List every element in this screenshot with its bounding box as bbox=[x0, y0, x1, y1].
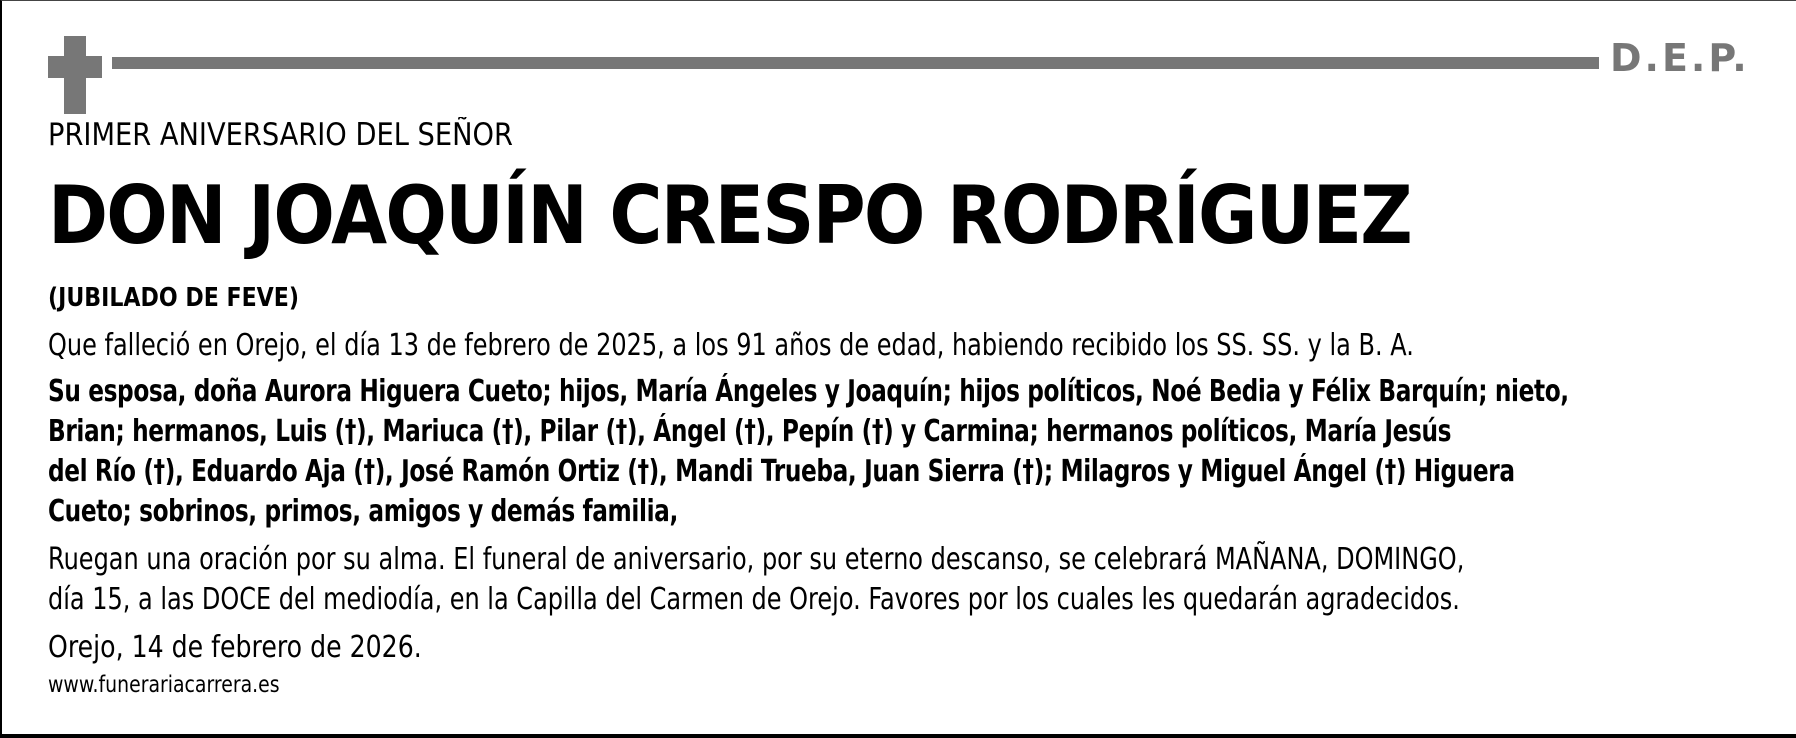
place-date: Orejo, 14 de febrero de 2026. bbox=[48, 630, 422, 665]
funeral-home-website[interactable]: www.funerariacarrera.es bbox=[48, 672, 280, 698]
ceremony-line: Ruegan una oración por su alma. El funeral de aniversario, por su eterno descanso, se celebrará MAÑANA, DOMINGO, bbox=[48, 542, 1465, 577]
latin-cross-icon bbox=[48, 36, 102, 114]
family-line: Brian; hermanos, Luis (†), Mariuca (†), Pilar (†), Ángel (†), Pepín (†) y Carmina; hermanos políticos, María Jesús bbox=[48, 414, 1452, 449]
ceremony-line: día 15, a las DOCE del mediodía, en la Capilla del Carmen de Orejo. Favores por los cuales les quedarán agradecidos. bbox=[48, 582, 1460, 617]
anniversary-subtitle: PRIMER ANIVERSARIO DEL SEÑOR bbox=[48, 117, 513, 153]
header-rule bbox=[112, 57, 1599, 69]
dep-label: D.E.P. bbox=[1610, 36, 1750, 80]
profession: (JUBILADO DE FEVE) bbox=[48, 283, 299, 313]
deceased-name: DON JOAQUÍN CRESPO RODRÍGUEZ bbox=[48, 169, 1411, 262]
death-line: Que falleció en Orejo, el día 13 de febrero de 2025, a los 91 años de edad, habiendo recibido los SS. SS. y la B. A. bbox=[48, 328, 1414, 363]
family-line: Cueto; sobrinos, primos, amigos y demás familia, bbox=[48, 494, 678, 529]
family-line: del Río (†), Eduardo Aja (†), José Ramón Ortiz (†), Mandi Trueba, Juan Sierra (†); Milagros y Miguel Ángel (†) Higuera bbox=[48, 454, 1515, 489]
family-line: Su esposa, doña Aurora Higuera Cueto; hijos, María Ángeles y Joaquín; hijos políticos, Noé Bedia y Félix Barquín; nieto, bbox=[48, 374, 1569, 409]
